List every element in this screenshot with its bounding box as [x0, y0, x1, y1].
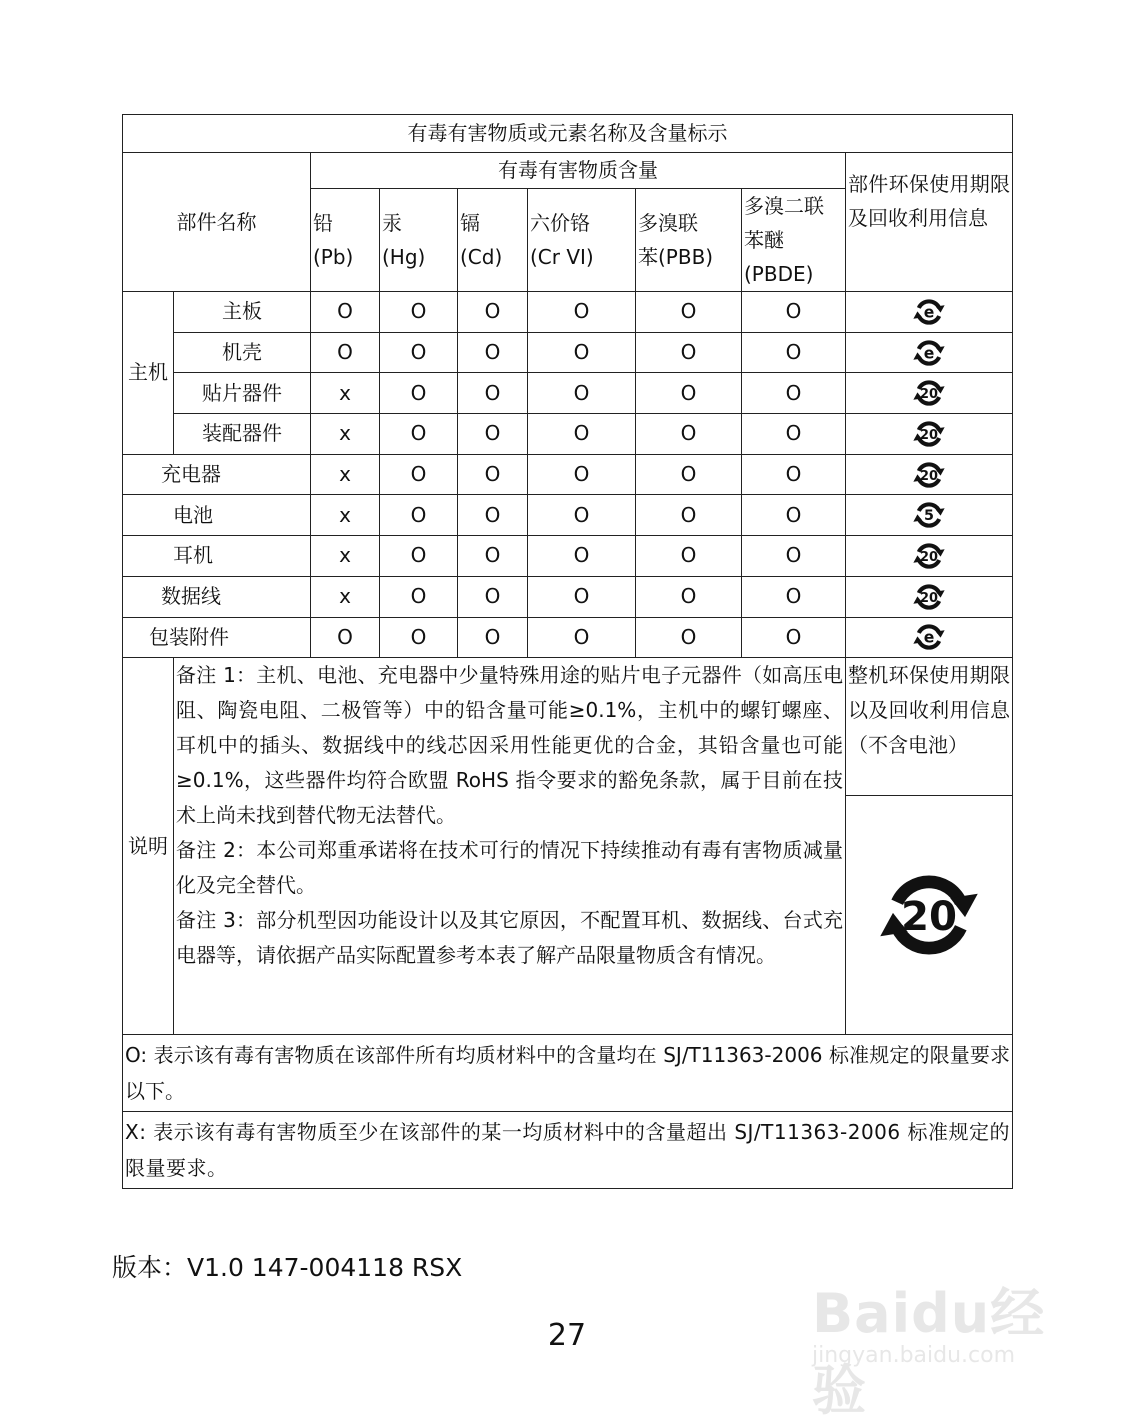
substance-mark: O — [311, 332, 380, 373]
substance-mark: O — [311, 617, 380, 658]
substance-symbol: (Hg) — [382, 245, 426, 269]
period-logo-cell — [846, 373, 1013, 414]
epup-20-logo-large — [848, 862, 1010, 968]
legend-o: O: 表示该有毒有害物质在该部件所有均质材料中的含量均在 SJ/T11363-2006 标准规定的限量要求以下。 — [123, 1035, 1013, 1112]
substance-mark: x — [311, 536, 380, 577]
substance-mark: O — [636, 292, 742, 333]
substance-header-5 — [742, 189, 846, 292]
substance-mark: O — [380, 495, 458, 536]
substance-mark: O — [742, 373, 846, 414]
substance-mark: O — [742, 576, 846, 617]
substance-mark: O — [458, 373, 528, 414]
substance-mark: O — [742, 536, 846, 577]
epup-20-icon — [912, 376, 946, 410]
substance-mark: O — [528, 495, 636, 536]
period-logo-cell — [846, 414, 1013, 455]
note-3: 备注 3：部分机型因功能设计以及其它原因，不配置耳机、数据线、台式充电器等，请依据产品实际配置参考本表了解产品限量物质含有情况。 — [176, 908, 843, 968]
watermark-brand: Baidu经验 — [812, 1282, 1046, 1422]
host-group-label: 主机 — [123, 292, 174, 455]
substance-mark: O — [528, 414, 636, 455]
substance-mark: O — [380, 576, 458, 617]
substance-mark: x — [311, 576, 380, 617]
table-row — [123, 332, 1013, 373]
substance-mark: O — [458, 414, 528, 455]
part-name: 装配器件 — [174, 414, 311, 455]
substance-symbol: (Cd) — [460, 245, 503, 269]
substance-header-1 — [380, 189, 458, 292]
part-name: 机壳 — [174, 332, 311, 373]
svg-text:5: 5 — [924, 508, 934, 525]
svg-text:e: e — [923, 627, 935, 647]
substance-mark: x — [311, 454, 380, 495]
substance-name: 多溴二联 — [744, 194, 824, 218]
period-logo-cell — [846, 617, 1013, 658]
substance-mark: O — [742, 414, 846, 455]
substance-mark: O — [311, 292, 380, 333]
watermark-url: jingyan.baidu.com — [812, 1343, 1016, 1368]
substance-mark: x — [311, 495, 380, 536]
note-1: 备注 1：主机、电池、充电器中少量特殊用途的贴片电子元器件（如高压电阻、陶瓷电阻、二极管等）中的铅含量可能≥0.1%，主机中的螺钉螺座、耳机中的插头、数据线中的线芯因采用性能更优的合金，其铅含量也可能≥0.1%，这些器件均符合欧盟 RoHS 指令要求的豁免条款，属于目前在技术上尚未找到替代物无法替代。 — [176, 663, 843, 828]
substance-mark: O — [458, 536, 528, 577]
substance-mark: O — [636, 454, 742, 495]
substance-mark: O — [742, 292, 846, 333]
substance-mark: O — [458, 454, 528, 495]
substance-mark: O — [380, 414, 458, 455]
epup-e-icon — [912, 336, 946, 370]
epup-e-icon — [912, 620, 946, 654]
substance-mark: O — [636, 617, 742, 658]
hazardous-substances-table — [122, 114, 1013, 1189]
substance-name: 铅 — [313, 211, 333, 235]
substance-mark: O — [528, 536, 636, 577]
substance-mark: O — [636, 332, 742, 373]
table-row — [123, 454, 1013, 495]
version-text: 版本：V1.0 147-004118 RSX — [112, 1253, 463, 1282]
substance-mark: O — [380, 292, 458, 333]
part-name: 贴片器件 — [174, 373, 311, 414]
part-name: 充电器 — [123, 454, 311, 495]
substance-symbol: (Cr VI) — [530, 245, 594, 269]
epup-e-icon — [912, 295, 946, 329]
period-logo-cell — [846, 576, 1013, 617]
substance-mark: O — [528, 617, 636, 658]
substance-symbol-extra: (PBDE) — [744, 262, 814, 286]
table-row — [123, 292, 1013, 333]
epup-20-icon — [912, 458, 946, 492]
svg-text:20: 20 — [920, 590, 938, 606]
substance-mark: O — [380, 332, 458, 373]
substance-mark: O — [380, 536, 458, 577]
substance-mark: O — [528, 373, 636, 414]
substance-header-0 — [311, 189, 380, 292]
svg-text:e: e — [923, 342, 935, 362]
substance-mark: O — [458, 292, 528, 333]
substance-mark: O — [636, 373, 742, 414]
substance-mark: O — [528, 292, 636, 333]
substance-mark: O — [458, 495, 528, 536]
substance-mark: O — [458, 332, 528, 373]
substance-mark: O — [636, 414, 742, 455]
epup-20-icon — [912, 539, 946, 573]
baidu-watermark — [806, 1265, 1066, 1422]
period-logo-cell — [846, 495, 1013, 536]
substance-mark: O — [380, 617, 458, 658]
header-period-info: 部件环保使用期限及回收利用信息 — [846, 153, 1013, 292]
period-logo-cell — [846, 536, 1013, 577]
svg-text:20: 20 — [900, 894, 958, 941]
table-row — [123, 576, 1013, 617]
substance-mark: O — [528, 576, 636, 617]
substance-name: 多溴联 — [638, 211, 698, 235]
substance-mark: O — [742, 332, 846, 373]
substance-mark: O — [742, 454, 846, 495]
substance-header-3 — [528, 189, 636, 292]
header-part-name: 部件名称 — [123, 153, 311, 292]
substance-mark: O — [458, 576, 528, 617]
svg-text:20: 20 — [920, 468, 938, 484]
substance-mark: O — [528, 454, 636, 495]
svg-text:20: 20 — [920, 386, 938, 402]
part-name: 包装附件 — [123, 617, 311, 658]
substance-symbol: 苯(PBB) — [638, 245, 714, 269]
substance-mark: O — [528, 332, 636, 373]
part-name: 耳机 — [123, 536, 311, 577]
table-row — [123, 414, 1013, 455]
legend-x: X: 表示该有毒有害物质至少在该部件的某一均质材料中的含量超出 SJ/T11363-2006 标准规定的限量要求。 — [123, 1112, 1013, 1189]
period-logo-cell — [846, 292, 1013, 333]
notes-block — [174, 658, 846, 1035]
svg-text:e: e — [923, 302, 935, 322]
substance-name: 镉 — [460, 211, 480, 235]
substance-symbol: (Pb) — [313, 245, 354, 269]
substance-name: 六价铬 — [530, 211, 590, 235]
svg-text:20: 20 — [920, 427, 938, 443]
header-substance-group: 有毒有害物质含量 — [311, 153, 846, 189]
substance-header-2 — [458, 189, 528, 292]
substance-mark: O — [636, 495, 742, 536]
page-number: 27 — [547, 1318, 587, 1353]
epup-5-icon — [912, 498, 946, 532]
part-name: 数据线 — [123, 576, 311, 617]
period-logo-cell — [846, 454, 1013, 495]
table-row — [123, 536, 1013, 577]
note-2: 备注 2：本公司郑重承诺将在技术可行的情况下持续推动有毒有害物质减量化及完全替代。 — [176, 838, 843, 898]
substance-mark: O — [636, 576, 742, 617]
whole-unit-logo-cell — [846, 796, 1013, 1035]
substance-header-4 — [636, 189, 742, 292]
substance-mark: x — [311, 373, 380, 414]
notes-label: 说明 — [123, 658, 174, 1035]
substance-mark: O — [380, 454, 458, 495]
table-row — [123, 495, 1013, 536]
substance-name: 汞 — [382, 211, 402, 235]
epup-20-icon — [912, 417, 946, 451]
table-row — [123, 617, 1013, 658]
whole-unit-info: 整机环保使用期限以及回收利用信息（不含电池） — [846, 658, 1013, 796]
period-logo-cell — [846, 332, 1013, 373]
table-row — [123, 373, 1013, 414]
epup-20-icon — [912, 580, 946, 614]
epup-20-large-icon — [876, 862, 982, 968]
substance-mark: x — [311, 414, 380, 455]
substance-mark: O — [458, 617, 528, 658]
table-title: 有毒有害物质或元素名称及含量标示 — [123, 115, 1013, 153]
substance-mark: O — [742, 617, 846, 658]
substance-symbol: 苯醚 — [744, 228, 784, 252]
part-name: 电池 — [123, 495, 311, 536]
substance-mark: O — [742, 495, 846, 536]
substance-mark: O — [636, 536, 742, 577]
svg-text:20: 20 — [920, 549, 938, 565]
part-name: 主板 — [174, 292, 311, 333]
substance-mark: O — [380, 373, 458, 414]
